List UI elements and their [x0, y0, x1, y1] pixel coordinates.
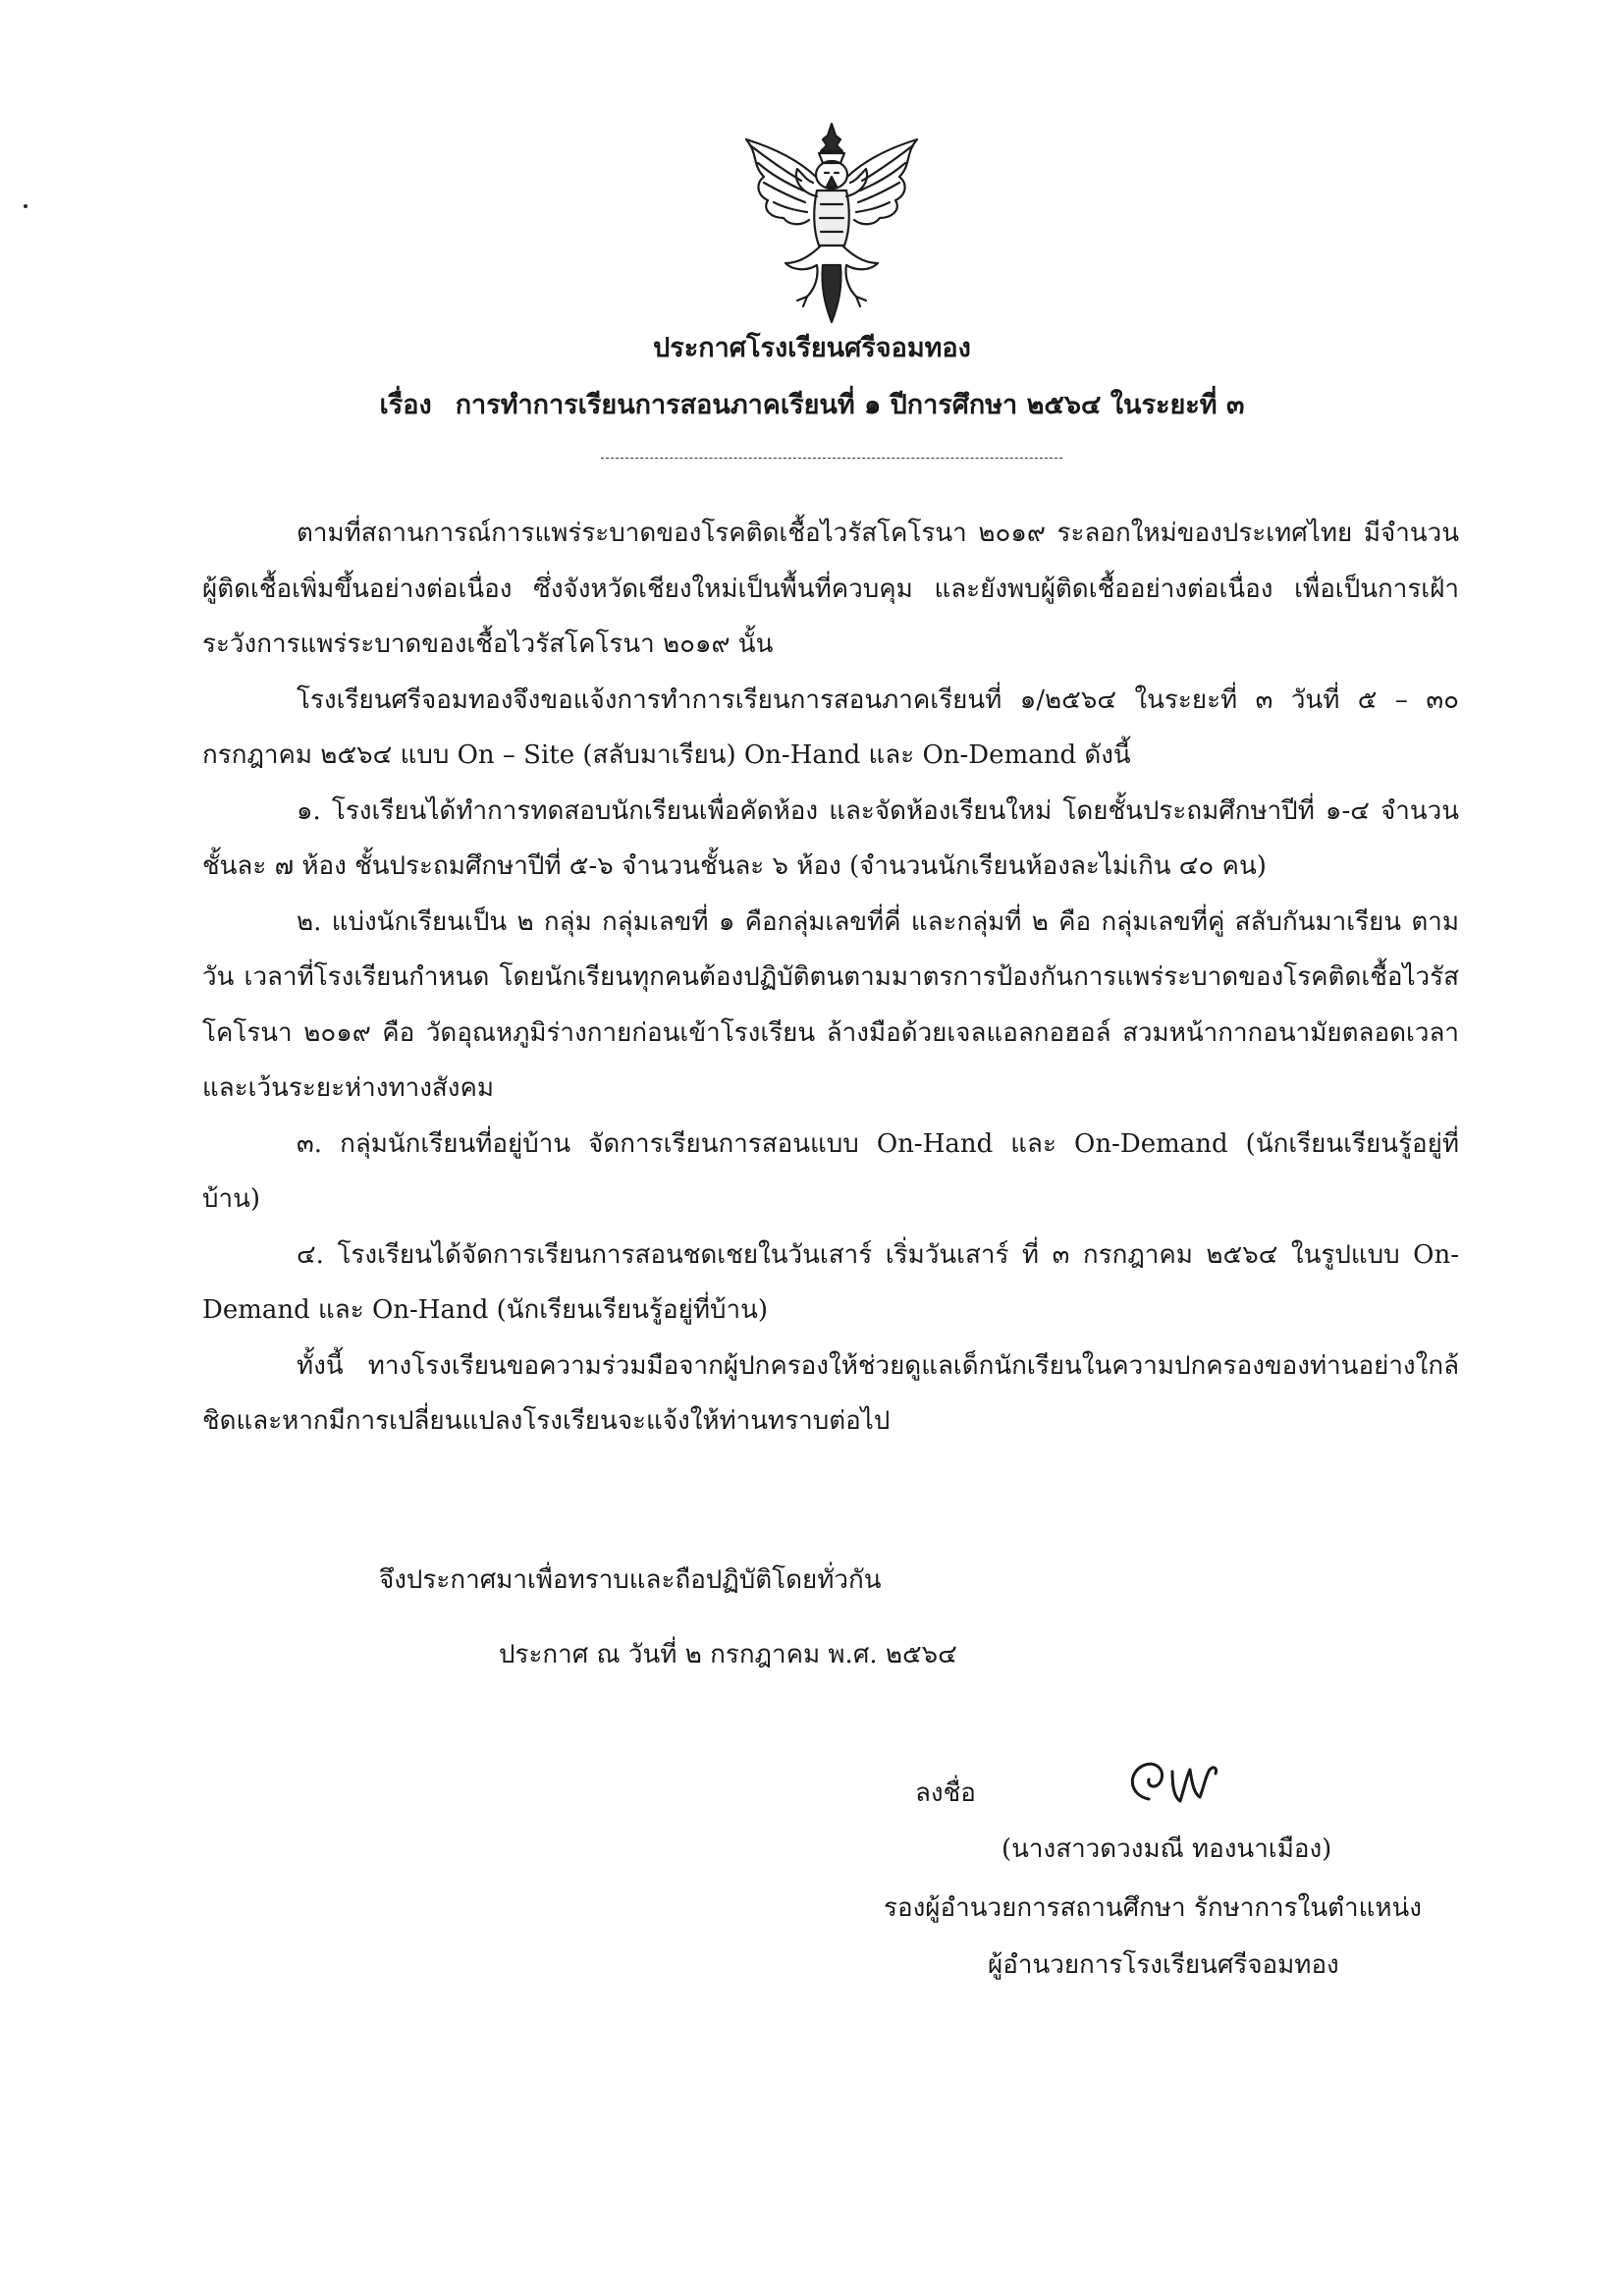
- paragraph-request: ทั้งนี้ ทางโรงเรียนขอความร่วมมือจากผู้ปกครองให้ช่วยดูแลเด็กนักเรียนในความปกครองของท่านอย่างใกล้ชิดและหากมีการเปลี่ยนแปลงโรงเรียนจะแจ้งให้ท่านทราบต่อไป: [202, 1350, 1459, 1436]
- handwritten-signature-icon: [1119, 1748, 1227, 1817]
- announcement-subject-line: [0, 383, 1624, 425]
- closing-statement: จึงประกาศมาเพื่อทราบและถือปฏิบัติโดยทั่วกัน: [379, 1565, 882, 1595]
- paragraph-item-1: ๑. โรงเรียนได้ทำการทดสอบนักเรียนเพื่อคัดห้อง และจัดห้องเรียนใหม่ โดยชั้นประถมศึกษาปีที่ ๑-๔ จำนวนชั้นละ ๗ ห้อง ชั้นประถมศึกษาปีที่ ๕-๖ จำนวนชั้นละ ๖ ห้อง (จำนวนนักเรียนห้องละไม่เกิน ๔๐ คน): [202, 795, 1459, 881]
- announcement-body: [202, 506, 1459, 1449]
- subject-text: การทำการเรียนการสอนภาคเรียนที่ ๑ ปีการศึกษา ๒๕๖๔ ในระยะที่ ๓: [455, 390, 1245, 420]
- announcement-date: ประกาศ ณ วันที่ ๒ กรกฎาคม พ.ศ. ๒๕๖๔: [499, 1640, 957, 1669]
- signer-position-director: ผู้อำนวยการโรงเรียนศรีจอมทอง: [988, 1950, 1339, 1980]
- scan-speck: [24, 204, 27, 208]
- paragraph-item-4: ๔. โรงเรียนได้จัดการเรียนการสอนชดเชยในวันเสาร์ เริ่มวันเสาร์ ที่ ๓ กรกฎาคม ๒๕๖๔ ในรูปแบบ On-Demand และ On-Hand (นักเรียนเรียนรู้อยู่ที่บ้าน): [202, 1239, 1459, 1325]
- paragraph-context: ตามที่สถานการณ์การแพร่ระบาดของโรคติดเชื้อไวรัสโคโรนา ๒๐๑๙ ระลอกใหม่ของประเทศไทย มีจำนวนผู้ติดเชื้อเพิ่มขึ้นอย่างต่อเนื่อง ซึ่งจังหวัดเชียงใหม่เป็นพื้นที่ควบคุม และยังพบผู้ติดเชื้ออย่างต่อเนื่อง เพื่อเป็นการเฝ้าระวังการแพร่ระบาดของเชื้อไวรัสโคโรนา ๒๐๑๙ นั้น: [202, 519, 1459, 659]
- garuda-emblem-icon: [738, 120, 925, 328]
- signature-label: ลงชื่อ: [915, 1778, 976, 1808]
- signer-position-acting: รองผู้อำนวยการสถานศึกษา รักษาการในตำแหน่ง: [884, 1893, 1422, 1923]
- paragraph-item-3: ๓. กลุ่มนักเรียนที่อยู่บ้าน จัดการเรียนการสอนแบบ On-Hand และ On-Demand (นักเรียนเรียนรู้อยู่ที่บ้าน): [202, 1128, 1459, 1214]
- paragraph-item-2: ๒. แบ่งนักเรียนเป็น ๒ กลุ่ม กลุ่มเลขที่ ๑ คือกลุ่มเลขที่คี่ และกลุ่มที่ ๒ คือ กลุ่มเลขที่คู่ สลับกันมาเรียน ตามวัน เวลาที่โรงเรียนกำหนด โดยนักเรียนทุกคนต้องปฏิบัติตนตามมาตรการป้องกันการแพร่ระบาดของโรคติดเชื้อไวรัสโคโรนา ๒๐๑๙ คือ วัดอุณหภูมิร่างกายก่อนเข้าโรงเรียน ล้างมือด้วยเจลแอลกอฮอล์ สวมหน้ากากอนามัยตลอดเวลา และเว้นระยะห่างทางสังคม: [202, 906, 1459, 1103]
- subject-label: เรื่อง: [379, 390, 432, 420]
- dashed-divider: [601, 458, 1062, 459]
- signer-name: (นางสาวดวงมณี ทองนาเมือง): [1001, 1834, 1332, 1864]
- paragraph-notice: โรงเรียนศรีจอมทองจึงขอแจ้งการทำการเรียนการสอนภาคเรียนที่ ๑/๒๕๖๔ ในระยะที่ ๓ วันที่ ๕ – ๓๐ กรกฎาคม ๒๕๖๔ แบบ On – Site (สลับมาเรียน) On-Hand และ On-Demand ดังนี้: [202, 684, 1459, 770]
- announcement-title: ประกาศโรงเรียนศรีจอมทอง: [653, 333, 971, 363]
